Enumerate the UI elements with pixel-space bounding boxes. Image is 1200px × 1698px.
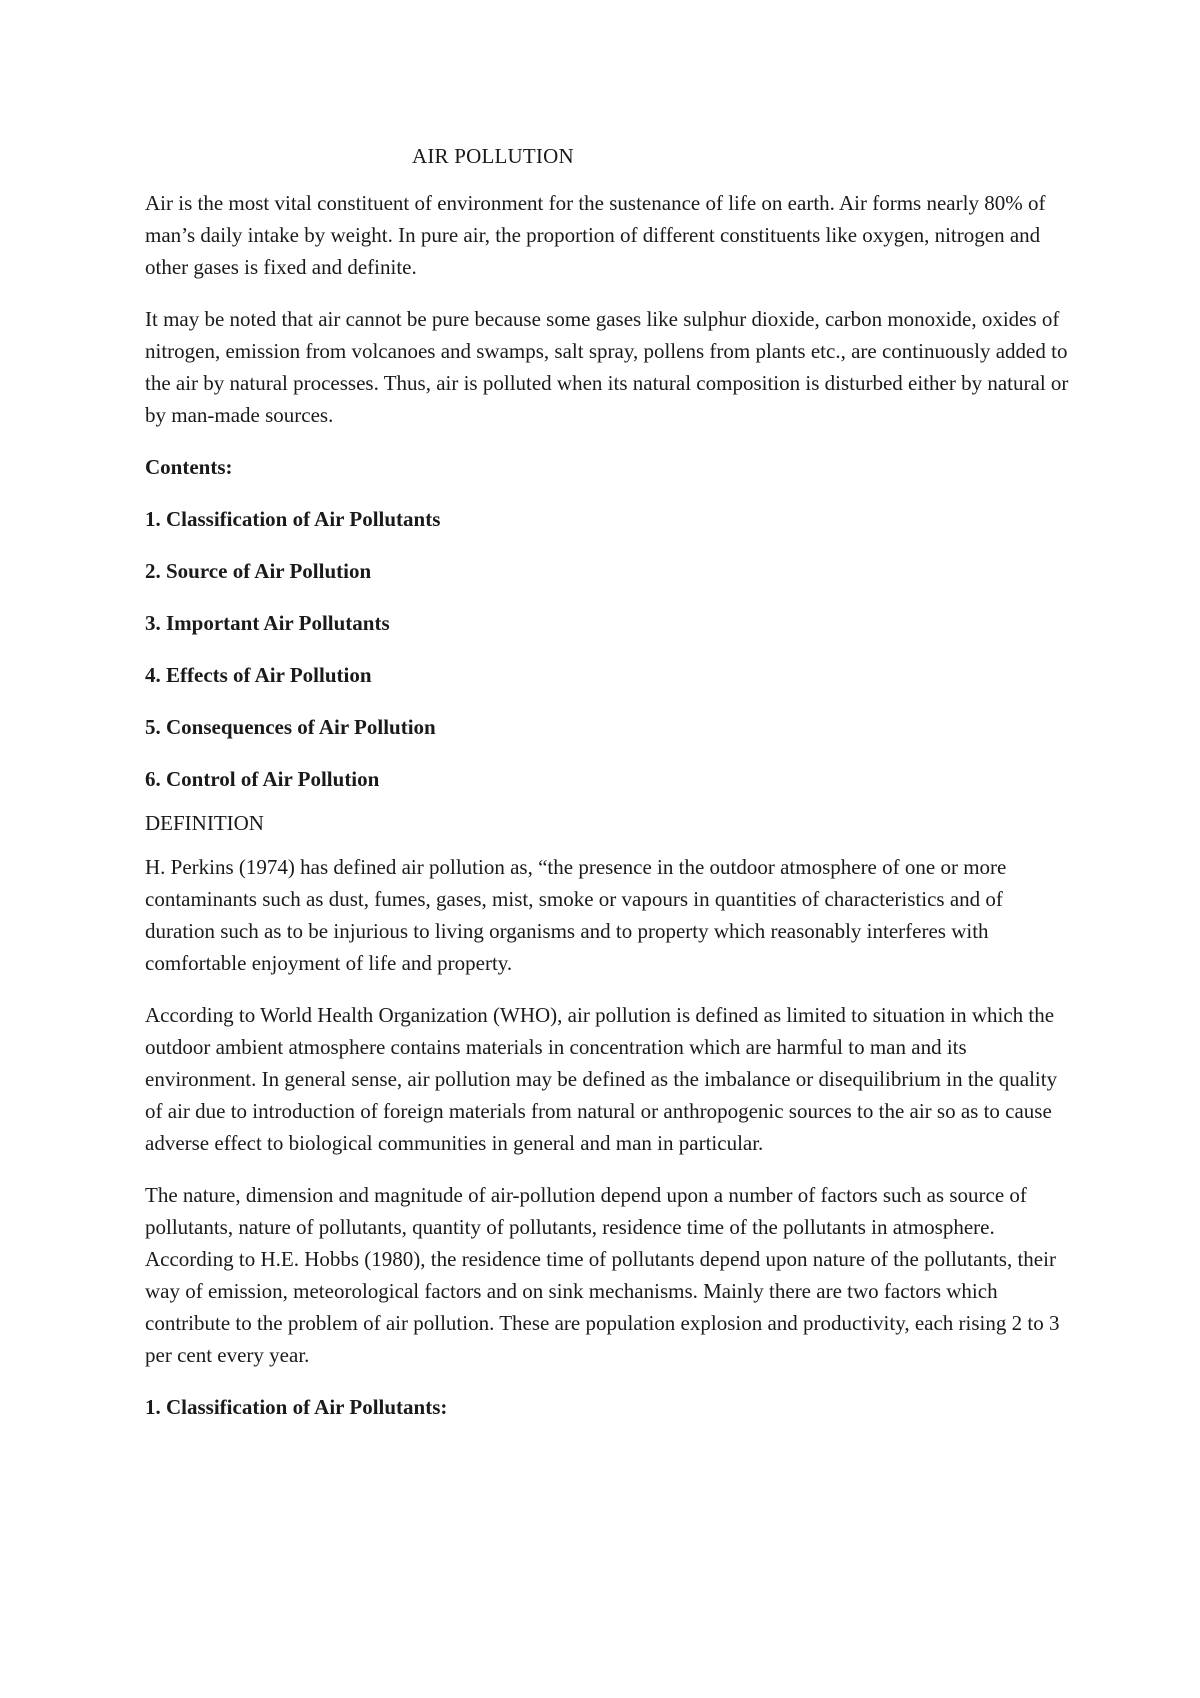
definition-paragraph-perkins: H. Perkins (1974) has defined air pollution as, “the presence in the outdoor atmosphere of one or more contaminants such as dust, fumes, gases, mist, smoke or vapours in quantities of characteristics and of duration such as to be injurious to living organisms and to property which reasonably interferes with comfortable enjoyment of life and property.: [145, 855, 1007, 975]
contents-list: [145, 503, 1075, 795]
contents-item-effects: 4. Effects of Air Pollution: [145, 663, 372, 687]
contents-item-important-pollutants: 3. Important Air Pollutants: [145, 611, 390, 635]
definition-paragraph-factors: The nature, dimension and magnitude of air-pollution depend upon a number of factors such as source of pollutants, nature of pollutants, quantity of pollutants, residence time of the pollutants in atmosphere. According to H.E. Hobbs (1980), the residence time of pollutants depend upon nature of the pollutants, their way of emission, meteorological factors and on sink mechanisms. Mainly there are two factors which contribute to the problem of air pollution. These are population explosion and productivity, each rising 2 to 3 per cent every year.: [145, 1183, 1060, 1367]
document-body: [145, 140, 1075, 1443]
contents-item-control: 6. Control of Air Pollution: [145, 767, 380, 791]
intro-paragraph-2: It may be noted that air cannot be pure because some gases like sulphur dioxide, carbon monoxide, oxides of nitrogen, emission from volcanoes and swamps, salt spray, pollens from plants etc., are continuously added to the air by natural processes. Thus, air is polluted when its natural composition is disturbed either by natural or by man-made sources.: [145, 307, 1069, 427]
contents-item-classification: 1. Classification of Air Pollutants: [145, 507, 441, 531]
document-title: AIR POLLUTION: [412, 144, 574, 168]
contents-item-consequences: 5. Consequences of Air Pollution: [145, 715, 436, 739]
intro-paragraph-1: Air is the most vital constituent of environment for the sustenance of life on earth. Air forms nearly 80% of man’s daily intake by weight. In pure air, the proportion of different constituents like oxygen, nitrogen and other gases is fixed and definite.: [145, 191, 1046, 279]
definition-paragraph-who: According to World Health Organization (WHO), air pollution is defined as limited to situation in which the outdoor ambient atmosphere contains materials in concentration which are harmful to man and its environment. In general sense, air pollution may be defined as the imbalance or disequilibrium in the quality of air due to introduction of foreign materials from natural or anthropogenic sources to the air so as to cause adverse effect to biological communities in general and man in particular.: [145, 1003, 1058, 1155]
definition-heading: DEFINITION: [145, 811, 264, 835]
contents-heading: Contents:: [145, 455, 233, 479]
contents-item-source: 2. Source of Air Pollution: [145, 559, 372, 583]
section-heading-classification: 1. Classification of Air Pollutants:: [145, 1395, 448, 1419]
